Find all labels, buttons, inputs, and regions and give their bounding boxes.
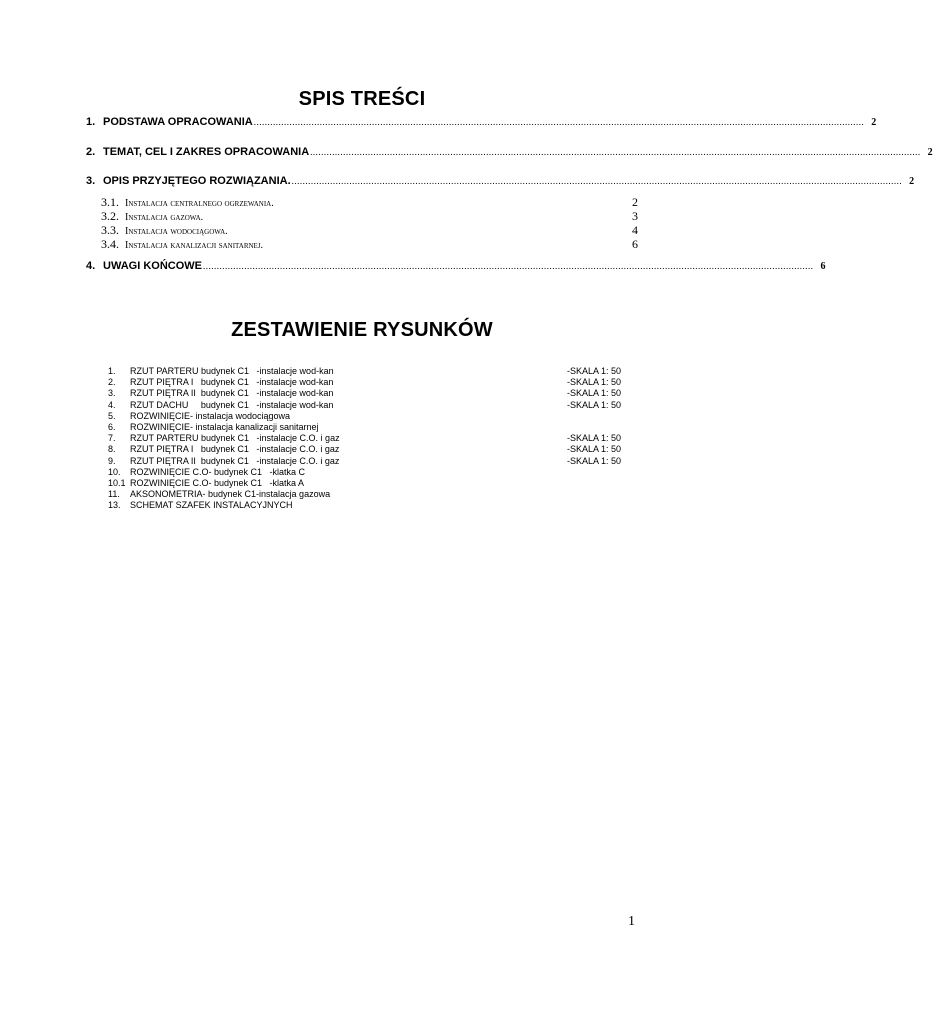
toc-subentry — [101, 195, 638, 209]
drawing-number: 5. — [108, 410, 116, 421]
toc-entry-label: TEMAT, CEL I ZAKRES OPRACOWANIA — [103, 146, 310, 158]
drawing-number: 8. — [108, 444, 116, 455]
toc-subentry-page: 4 — [632, 223, 638, 237]
drawing-number: 11. — [108, 489, 120, 500]
toc-leader-dots: .............................................................................................................................................................................................................................. — [291, 176, 903, 186]
toc-subentry-number: 3.2. — [101, 209, 119, 223]
drawing-scale: -SKALA 1: 50 — [567, 377, 622, 388]
toc-subentry-label: Instalacja kanalizacji sanitarnej. — [125, 240, 264, 251]
toc-entry-label: OPIS PRZYJĘTEGO ROZWIĄZANIA. — [103, 175, 291, 187]
drawing-item — [108, 478, 648, 489]
toc-subentry — [101, 223, 638, 237]
drawing-title: RZUT DACHU budynek C1 -instalacje wod-kan — [130, 399, 334, 410]
drawing-title: ROZWINIĘCIE C.O- budynek C1 -klatka A — [130, 477, 305, 488]
drawing-title: RZUT PIĘTRA I budynek C1 -instalacje C.O. i gaz — [130, 444, 340, 455]
toc-entry-number: 3. — [86, 175, 96, 187]
toc-entry-number: 4. — [86, 260, 96, 272]
toc-subentry — [101, 237, 638, 251]
drawing-number: 9. — [108, 455, 116, 466]
drawing-title: RZUT PARTERU budynek C1 -instalacje wod-kan — [130, 366, 334, 376]
toc-entry — [86, 146, 933, 160]
drawing-title: RZUT PARTERU budynek C1 -instalacje C.O. i gaz — [130, 433, 340, 444]
toc-subentry-label: Instalacja gazowa. — [125, 212, 204, 223]
drawing-scale: -SKALA 1: 50 — [567, 366, 622, 376]
drawing-title: RZUT PIĘTRA I budynek C1 -instalacje wod-kan — [130, 377, 334, 388]
drawing-item — [108, 422, 648, 433]
toc-entry-page: 6 — [820, 261, 826, 272]
drawings-list — [108, 366, 648, 511]
drawing-scale: -SKALA 1: 50 — [567, 388, 622, 399]
drawing-item — [108, 467, 648, 478]
drawing-item — [108, 456, 648, 467]
drawing-number: 10.1 — [108, 477, 126, 488]
drawing-number: 7. — [108, 433, 116, 444]
toc-entry-number: 1. — [86, 116, 96, 128]
toc-leader-dots: .............................................................................................................................................................................................................................. — [310, 147, 921, 157]
drawing-item — [108, 388, 648, 399]
toc-subentry-number: 3.3. — [101, 223, 119, 237]
drawing-item — [108, 366, 648, 377]
drawing-number: 10. — [108, 466, 121, 477]
drawing-number: 2. — [108, 377, 116, 388]
toc-entry — [86, 260, 826, 274]
toc-title: SPIS TREŚCI — [298, 88, 426, 110]
drawing-title: ROZWINIĘCIE- instalacja kanalizacji sanitarnej — [130, 421, 319, 432]
toc-entry — [86, 116, 877, 130]
drawing-title: AKSONOMETRIA- budynek C1-instalacja gazowa — [130, 489, 331, 500]
toc-subentry-page: 6 — [632, 237, 638, 251]
toc-entry-page: 2 — [927, 147, 933, 158]
toc-subentry — [101, 209, 638, 223]
drawing-item — [108, 444, 648, 455]
drawing-number: 6. — [108, 421, 116, 432]
toc-subentry-page: 2 — [632, 195, 638, 209]
drawing-number: 1. — [108, 366, 116, 376]
drawing-title: RZUT PIĘTRA II budynek C1 -instalacje C.O. i gaz — [130, 455, 340, 466]
toc-entry-number: 2. — [86, 146, 96, 158]
drawing-scale: -SKALA 1: 50 — [567, 444, 622, 455]
drawing-item — [108, 400, 648, 411]
toc-entry — [86, 175, 915, 189]
toc-entry-page: 2 — [871, 117, 877, 128]
drawing-item — [108, 377, 648, 388]
toc-subentry-page: 3 — [632, 209, 638, 223]
toc-subentry-label: Instalacja centralnego ogrzewania. — [125, 198, 274, 209]
drawing-number: 13. — [108, 500, 121, 511]
drawing-title: ROZWINIĘCIE C.O- budynek C1 -klatka C — [130, 466, 306, 477]
toc-subentry-number: 3.4. — [101, 237, 119, 251]
drawing-item — [108, 433, 648, 444]
toc-entry-label: UWAGI KOŃCOWE — [103, 260, 202, 272]
page-number: 1 — [628, 914, 635, 929]
drawing-item — [108, 500, 648, 511]
toc-entry-label: PODSTAWA OPRACOWANIA — [103, 116, 253, 128]
drawing-item — [108, 411, 648, 422]
drawing-title: ROZWINIĘCIE- instalacja wodociągowa — [130, 410, 291, 421]
toc-leader-dots: .............................................................................................................................................................................................................................. — [203, 261, 814, 271]
drawing-scale: -SKALA 1: 50 — [567, 455, 622, 466]
drawing-title: SCHEMAT SZAFEK INSTALACYJNYCH — [130, 500, 293, 511]
toc-entry-page: 2 — [909, 176, 915, 187]
drawing-number: 4. — [108, 399, 116, 410]
drawing-scale: -SKALA 1: 50 — [567, 433, 622, 444]
toc-subentry-label: Instalacja wodociągowa. — [125, 226, 228, 237]
toc-subentry-number: 3.1. — [101, 195, 119, 209]
toc-leader-dots: .............................................................................................................................................................................................................................. — [253, 117, 865, 127]
drawing-scale: -SKALA 1: 50 — [567, 399, 622, 410]
drawing-title: RZUT PIĘTRA II budynek C1 -instalacje wod-kan — [130, 388, 334, 399]
drawings-title: ZESTAWIENIE RYSUNKÓW — [231, 319, 493, 341]
drawing-item — [108, 489, 648, 500]
drawing-number: 3. — [108, 388, 116, 399]
